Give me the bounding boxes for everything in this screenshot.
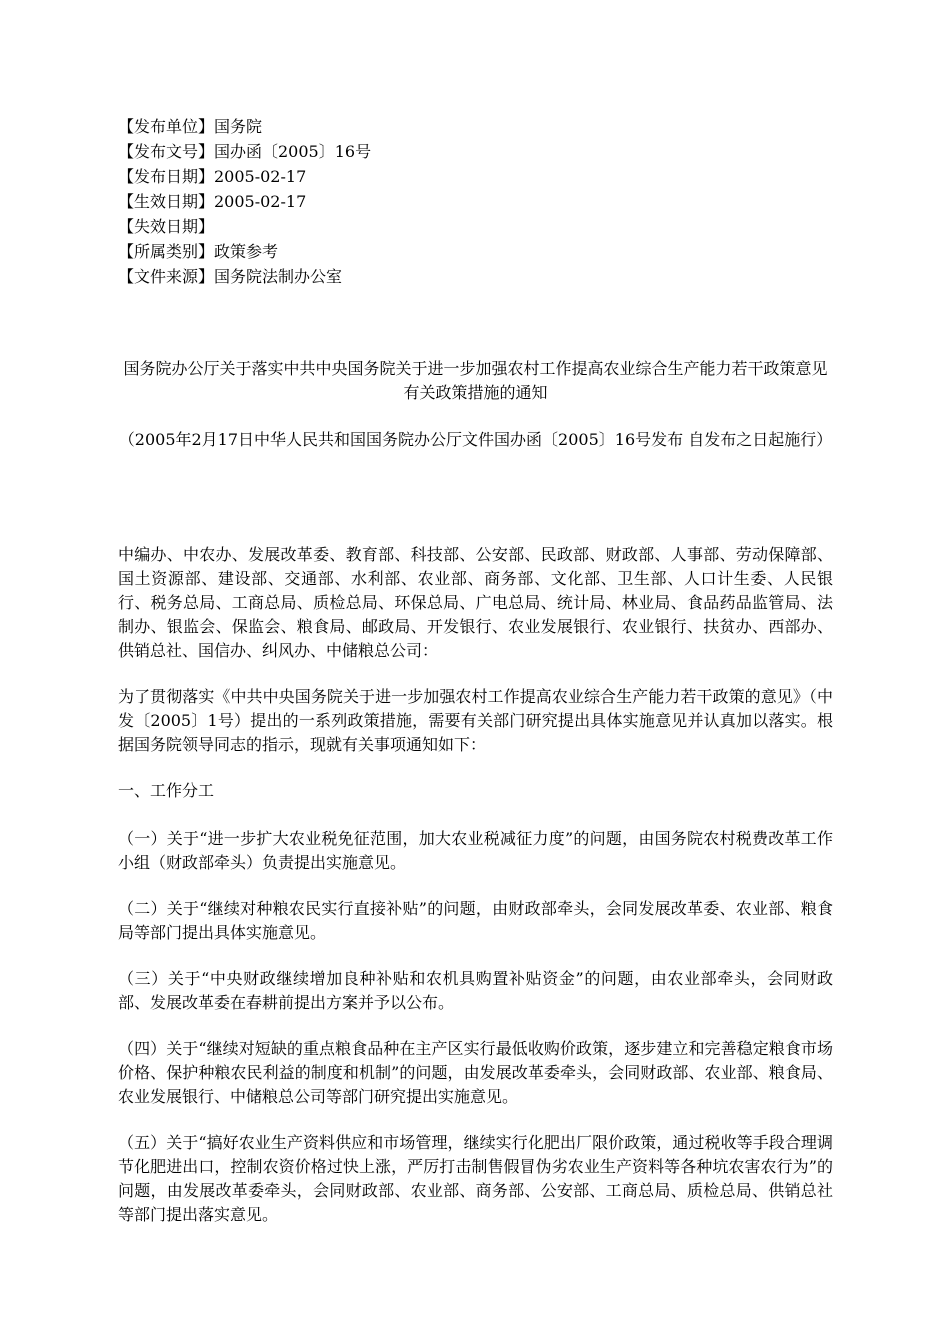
meta-issuer: 【发布单位】国务院: [118, 117, 263, 136]
intro-paragraph: 为了贯彻落实《中共中央国务院关于进一步加强农村工作提高农业综合生产能力若干政策的意见》（中发〔2005〕1号）提出的一系列政策措施，需要有关部门研究提出具体实施意见并认真加以落实。根据国务院领导同志的指示，现就有关事项通知如下：: [118, 687, 833, 754]
document-body: [118, 543, 833, 1249]
item-paragraph: （三）关于“中央财政继续增加良种补贴和农机具购置补贴资金”的问题，由农业部牵头，会同财政部、发展改革委在春耕前提出方案并予以公布。: [118, 969, 833, 1012]
item-paragraph: （四）关于“继续对短缺的重点粮食品种在主产区实行最低收购价政策，逐步建立和完善稳定粮食市场价格、保护种粮农民利益的制度和机制”的问题，由发展改革委牵头，会同财政部、农业部、粮食局、农业发展银行、中储粮总公司等部门研究提出实施意见。: [118, 1039, 833, 1106]
item-paragraph: （五）关于“搞好农业生产资料供应和市场管理，继续实行化肥出厂限价政策，通过税收等手段合理调节化肥进出口，控制农资价格过快上涨，严厉打击制售假冒伪劣农业生产资料等各种坑农害农行为”的问题，由发展改革委牵头，会同财政部、农业部、商务部、公安部、工商总局、质检总局、供销总社等部门提出落实意见。: [118, 1133, 833, 1224]
document-title: 国务院办公厅关于落实中共中央国务院关于进一步加强农村工作提高农业综合生产能力若干政策意见有关政策措施的通知: [123, 359, 828, 402]
document-subtitle: （2005年2月17日中华人民共和国国务院办公厅文件国办函〔2005〕16号发布 自发布之日起施行）: [118, 430, 833, 449]
meta-expiry-date: 【失效日期】: [118, 217, 215, 236]
meta-doc-number: 【发布文号】国办函〔2005〕16号: [118, 142, 372, 161]
section-heading: 一、工作分工: [118, 781, 215, 800]
item-paragraph: （一）关于“进一步扩大农业税免征范围，加大农业税减征力度”的问题，由国务院农村税费改革工作小组（财政部牵头）负责提出实施意见。: [118, 829, 833, 872]
meta-source: 【文件来源】国务院法制办公室: [118, 267, 343, 286]
item-paragraph: （二）关于“继续对种粮农民实行直接补贴”的问题，由财政部牵头，会同发展改革委、农业部、粮食局等部门提出具体实施意见。: [118, 899, 833, 942]
recipients-paragraph: 中编办、中农办、发展改革委、教育部、科技部、公安部、民政部、财政部、人事部、劳动保障部、国土资源部、建设部、交通部、水利部、农业部、商务部、文化部、卫生部、人口计生委、人民银行、税务总局、工商总局、质检总局、环保总局、广电总局、统计局、林业局、食品药品监管局、法制办、银监会、保监会、粮食局、邮政局、开发银行、农业发展银行、农业银行、扶贫办、西部办、供销总社、国信办、纠风办、中储粮总公司：: [118, 545, 833, 660]
meta-effective-date: 【生效日期】2005-02-17: [118, 192, 307, 211]
meta-category: 【所属类别】政策参考: [118, 242, 279, 261]
document-metadata: [118, 114, 818, 289]
meta-publish-date: 【发布日期】2005-02-17: [118, 167, 307, 186]
